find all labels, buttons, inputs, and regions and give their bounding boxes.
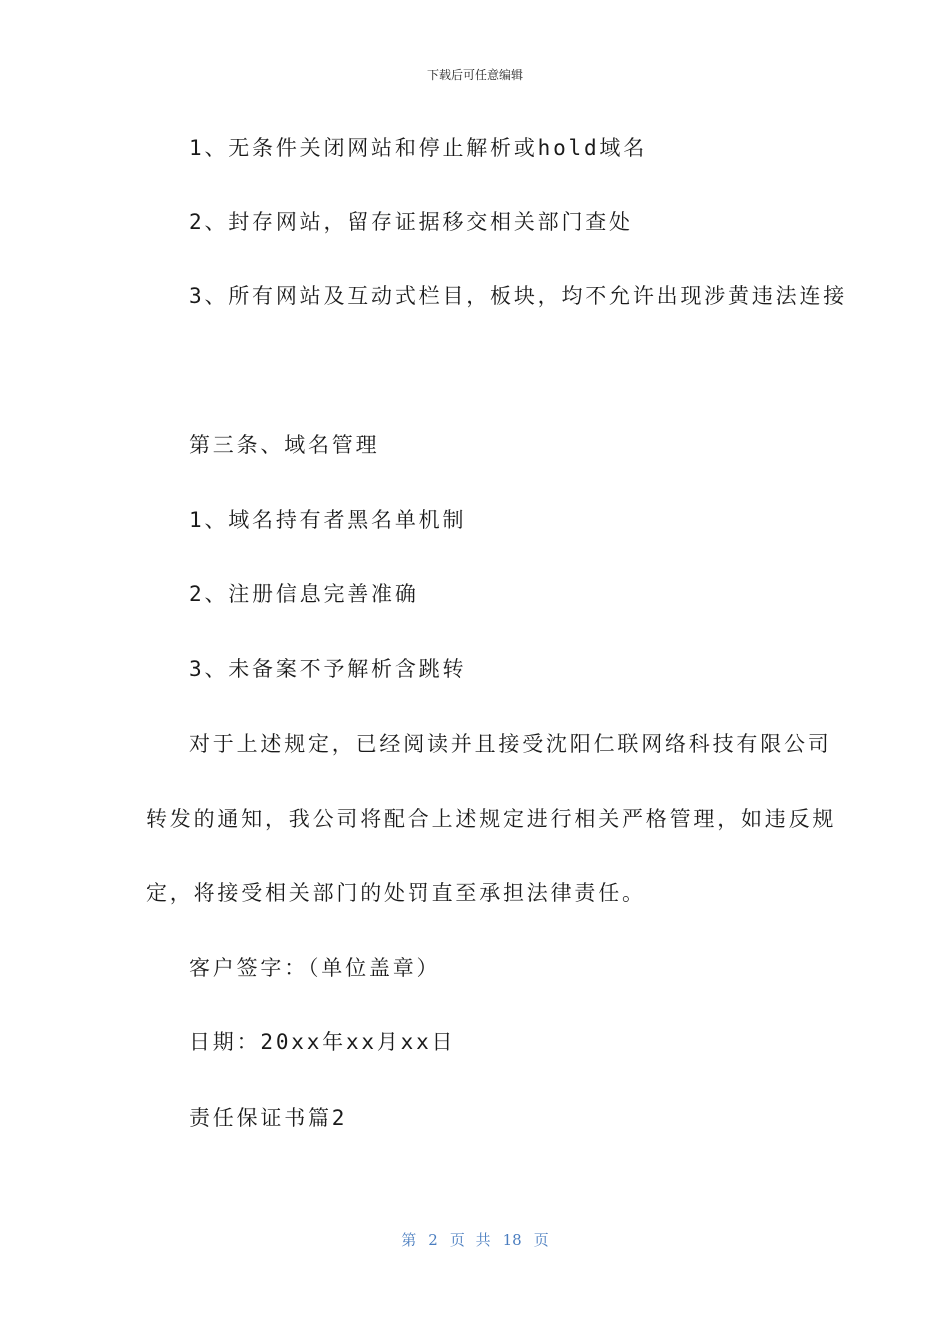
signature-line: 客户签字：（单位盖章） — [189, 956, 441, 980]
text-line: 3、未备案不予解析含跳转 — [189, 657, 467, 681]
text-line: 1、无条件关闭网站和停止解析或hold域名 — [189, 136, 648, 160]
footer-total-pages: 18 — [502, 1231, 522, 1249]
paragraph-line: 对于上述规定，已经阅读并且接受沈阳仁联网络科技有限公司 — [189, 732, 832, 756]
footer-page-number: 2 — [428, 1231, 438, 1249]
paragraph-line: 转发的通知，我公司将配合上述规定进行相关严格管理，如违反规 — [146, 807, 837, 831]
text-line: 2、封存网站，留存证据移交相关部门查处 — [189, 210, 633, 234]
page-footer — [0, 1229, 950, 1250]
section-heading: 第三条、域名管理 — [189, 433, 380, 457]
footer-prefix: 第 — [401, 1231, 417, 1249]
date-line: 日期：20xx年xx月xx日 — [189, 1030, 456, 1054]
footer-middle: 页 共 — [449, 1231, 491, 1249]
page-header: 下载后可任意编辑 — [426, 68, 523, 82]
footer-suffix: 页 — [533, 1231, 549, 1249]
section-title: 责任保证书篇2 — [189, 1106, 348, 1130]
text-line: 3、所有网站及互动式栏目，板块，均不允许出现涉黄违法连接 — [189, 284, 848, 308]
text-line: 1、域名持有者黑名单机制 — [189, 508, 467, 532]
paragraph-line: 定，将接受相关部门的处罚直至承担法律责任。 — [146, 881, 646, 905]
text-line: 2、注册信息完善准确 — [189, 582, 419, 606]
